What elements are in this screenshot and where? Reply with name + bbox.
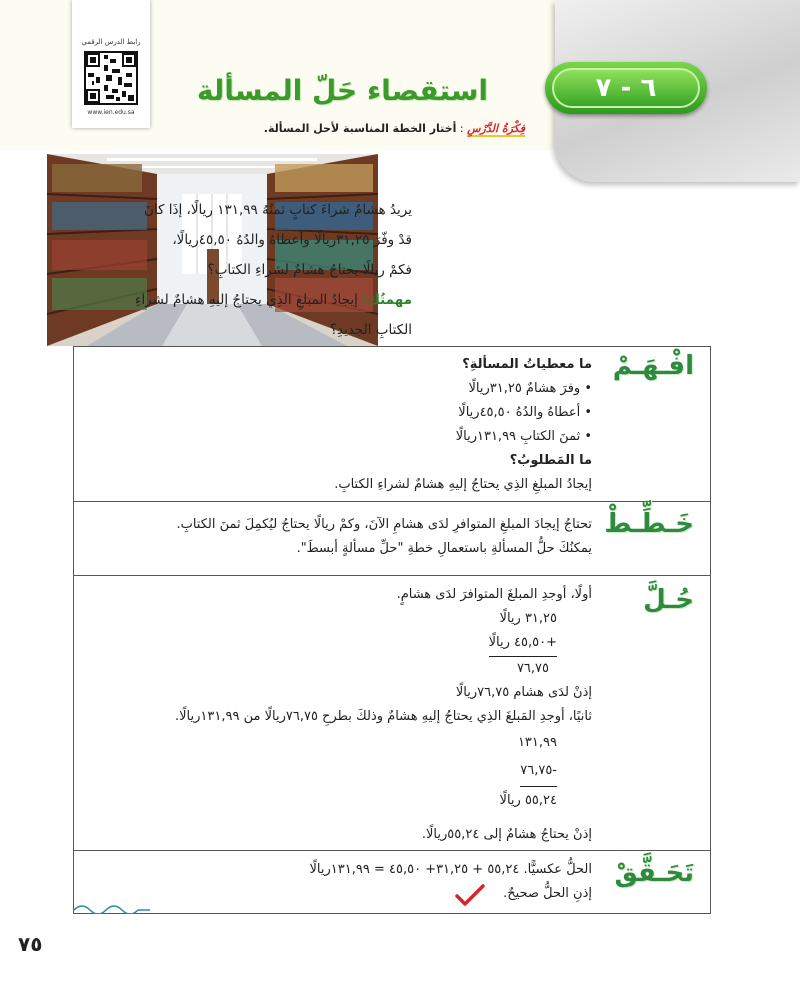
- given-2: • أعطاهُ والدُهُ ٤٥,٥٠ريالًا: [458, 405, 592, 420]
- subtraction-calc: [84, 729, 592, 815]
- given-3: • ثمنَ الكتابِ ١٣١,٩٩ريالًا: [455, 429, 592, 444]
- verify-title: تَحَـقَّقْ: [614, 858, 694, 888]
- sub-result: ٥٥,٢٤ ريالًا: [499, 793, 557, 808]
- intro-line-3: فكمْ ريالًا يحتاجُ هشامٌ لشراءِ الكتابِ؟: [207, 262, 412, 278]
- task-line-2: الكتابِ الجديدِ؟: [329, 322, 412, 338]
- lesson-number-badge: [545, 62, 707, 114]
- qr-code-icon[interactable]: [84, 51, 138, 105]
- idea-label: فِكْرَةُ الدَّرْسِ: [467, 122, 525, 135]
- add-operand-1: ٣١,٢٥ ريالًا: [499, 611, 557, 626]
- solve-step-4: إذنْ يحتاجُ هشامٌ إلى ٥٥,٢٤ريالًا.: [421, 827, 592, 842]
- givens-question: ما معطياتُ المسألةِ؟: [462, 357, 592, 372]
- solve-row: [74, 575, 710, 851]
- plan-line-1: تحتاجُ إيجادَ المبلغِ المتوافرِ لدَى هشامِ الآنَ، وكمْ ريالًا يحتاجُ ليُكمِلَ ثمنَ الكتابِ.: [176, 517, 592, 532]
- watermark-mark: [72, 900, 152, 914]
- task-line: [42, 285, 412, 315]
- addition-calc: [84, 607, 592, 681]
- plan-row: [74, 501, 710, 576]
- checkmark-icon: [455, 883, 485, 907]
- intro-line-2: قدْ وفّرَ ٣١,٢٥ريالًا وأعطاهُ والدُهُ ٤٥,٥٠ريالًا،: [172, 232, 412, 248]
- qr-caption: رابط الدرس الرقمي: [81, 38, 141, 46]
- solve-title: حُـلَّ: [643, 585, 694, 615]
- solve-content: [84, 583, 592, 847]
- page-number: ٧٥: [18, 932, 43, 956]
- solve-step-1: أولًا، أوجدِ المبلغَ المتوافرَ لدَى هشامٍ.: [396, 587, 592, 602]
- lesson-number: ٦ - ٧: [552, 68, 700, 108]
- sub-operand-1: ١٣١,٩٩: [517, 735, 557, 750]
- understand-title: افْـهَـمْ: [612, 351, 694, 381]
- sub-operand-2: -٧٦,٧٥: [520, 757, 557, 787]
- qr-url[interactable]: www.ien.edu.sa: [87, 109, 135, 116]
- plan-content: [84, 513, 592, 561]
- understand-row: [74, 347, 710, 502]
- verify-line-2: إذنِ الحلُّ صحيحٌ.: [503, 886, 592, 901]
- verify-content: [84, 858, 592, 906]
- task-label: مهمتُك:: [362, 292, 412, 308]
- verify-line-1: الحلُّ عكسيًّا. ٥٥,٢٤ + ٣١,٢٥+ ٤٥,٥٠ = ١٣١,٩٩ريالًا: [309, 862, 592, 877]
- idea-text: أختار الخطة المناسبة لأحل المسألة.: [263, 122, 457, 135]
- required-answer: إيجادُ المبلغِ الذِي يحتاجُ إليهِ هشامٌ لشراءِ الكتابِ.: [334, 477, 592, 492]
- problem-intro: [42, 195, 412, 345]
- required-question: ما المَطلوبُ؟: [509, 453, 592, 468]
- problem-solving-table: [73, 346, 711, 914]
- understand-content: [84, 353, 592, 497]
- lesson-idea: فِكْرَةُ الدَّرْسِ : أختار الخطة المناسبة لأحل المسألة.: [263, 122, 525, 135]
- digital-lesson-card[interactable]: [72, 0, 150, 128]
- given-1: • وفرَ هشامٌ ٣١,٢٥ريالًا: [468, 381, 592, 396]
- plan-title: خَـطِّـطْ: [604, 509, 694, 539]
- plan-line-2: يمكنُكَ حلُّ المسألةِ باستعمالِ خطةِ "حلِّ مسألةٍ أبسطَ".: [296, 541, 592, 556]
- add-operand-2: +٤٥,٥٠ ريالًا: [489, 631, 557, 657]
- lesson-title: استقصاء حَلّ المسألة: [196, 74, 488, 107]
- solve-step-3: ثانيًا، أوجدِ المَبلغَ الذِي يحتاجُ إليهِ هشامٌ وذلكَ بطرحِ ٧٦,٧٥ريالًا من ١٣١,٩٩ريالًا.: [175, 709, 592, 724]
- add-result: ٧٦,٧٥: [516, 661, 549, 676]
- intro-line-1: يريدُ هشامٌ شراءَ كتابٍ ثمنُهُ ١٣١,٩٩ ريالًا، إذَا كانَ: [143, 202, 412, 218]
- verify-row: [74, 850, 710, 912]
- solve-step-2: إذنْ لدَى هشام ٧٦,٧٥ريالًا: [455, 685, 592, 700]
- task-text: إيجادُ المبلغِ الذِي يحتاجُ إليهِ هشامٌ لشراءِ: [135, 292, 363, 308]
